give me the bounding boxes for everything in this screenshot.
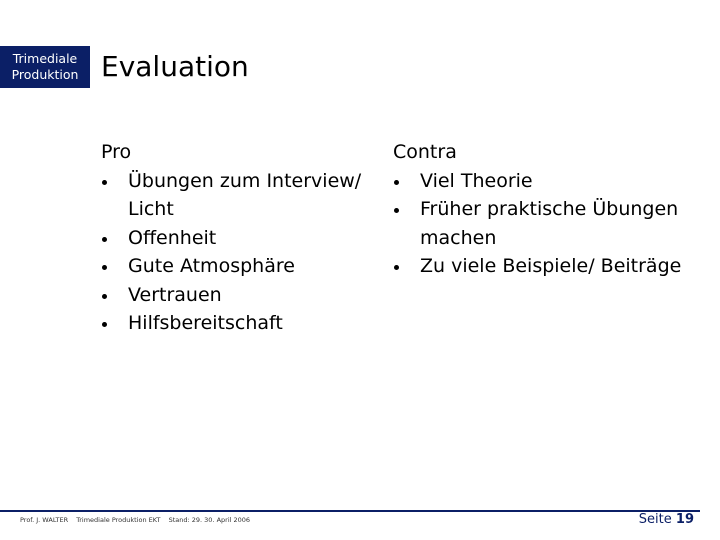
pro-item-text: Vertrauen [128,283,222,306]
contra-item-text: Zu viele Beispiele/ Beiträge [420,255,682,277]
pro-item [101,224,371,253]
bullet-icon [102,265,107,270]
pro-item [101,252,371,281]
page-number: 19 [675,512,694,527]
bullet-icon [102,237,107,242]
contra-item [393,167,683,196]
logo-line-2: Produktion [11,67,79,82]
contra-item [393,195,683,252]
pro-item-text: Hilfsbereitschaft [128,312,283,334]
contra-item-text: Früher praktische Übungen machen [420,198,679,249]
footer-divider [0,510,700,512]
pro-item-text: Übungen zum Interview/ Licht [128,169,362,220]
footer-author: Prof. J. WALTER [20,516,69,524]
pro-column [101,138,371,338]
contra-item-text: Viel Theorie [420,169,533,192]
bullet-icon [102,180,107,185]
contra-item [393,252,683,281]
slide-title: Evaluation [101,50,249,83]
bullet-icon [394,265,399,270]
footer-date: Stand: 29. 30. April 2006 [168,516,251,524]
pro-heading: Pro [101,141,132,163]
logo [0,46,90,88]
bullet-icon [102,322,107,327]
pro-item [101,309,371,338]
footer-info [20,516,256,524]
pro-item-text: Gute Atmosphäre [128,255,295,277]
pro-list [101,167,371,338]
page-indicator [639,512,694,527]
pro-item [101,281,371,310]
contra-column [393,138,683,281]
logo-line-1: Trimediale [12,51,78,66]
pro-item [101,167,371,224]
bullet-icon [394,180,399,185]
contra-heading: Contra [393,141,457,163]
bullet-icon [102,294,107,299]
footer-course: Trimediale Produktion EKT [76,516,161,524]
contra-list [393,167,683,281]
page-label: Seite [638,512,672,527]
pro-item-text: Offenheit [128,226,217,249]
bullet-icon [394,208,399,213]
